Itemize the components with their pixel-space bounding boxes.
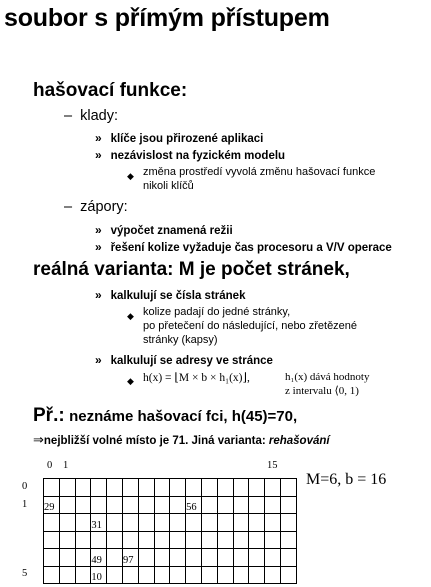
table-cell bbox=[122, 531, 138, 549]
table-cell bbox=[233, 549, 249, 567]
table-cell-value: 10 bbox=[91, 566, 107, 584]
table-cell bbox=[201, 514, 217, 532]
col-label-15: 15 bbox=[267, 460, 278, 471]
example-label: Př.: bbox=[33, 405, 65, 426]
table-cell bbox=[201, 549, 217, 567]
table-cell bbox=[233, 531, 249, 549]
pros-heading bbox=[64, 108, 118, 124]
dash-bullet: – bbox=[64, 108, 73, 124]
rehash-emphasis: rehašování bbox=[268, 435, 330, 447]
table-cell bbox=[75, 549, 91, 567]
table-cell-value: 31 bbox=[91, 514, 107, 532]
table-cell bbox=[233, 566, 249, 584]
table-cell-value: 29 bbox=[44, 496, 60, 514]
table-cell bbox=[122, 496, 138, 514]
table-cell bbox=[170, 496, 186, 514]
table-cell bbox=[59, 514, 75, 532]
table-cell bbox=[44, 531, 60, 549]
table-cell bbox=[170, 566, 186, 584]
diamond-bullet-icon: ◆ bbox=[127, 376, 134, 386]
cons-item-1: » výpočet znamená režii bbox=[95, 223, 233, 237]
table-cell bbox=[59, 549, 75, 567]
table-row bbox=[44, 479, 297, 497]
table-cell bbox=[59, 496, 75, 514]
table-cell-value: 97 bbox=[122, 549, 138, 567]
chevron-bullet-icon: » bbox=[95, 131, 102, 145]
real-item-1-sub bbox=[127, 306, 358, 346]
real-item-2: » kalkulují se adresy ve stránce bbox=[95, 353, 273, 367]
table-cell bbox=[170, 549, 186, 567]
table-cell bbox=[138, 531, 154, 549]
table-cell bbox=[59, 479, 75, 497]
table-cell bbox=[107, 531, 123, 549]
table-cell bbox=[138, 514, 154, 532]
pros-item-2: » nezávislost na fyzickém modelu bbox=[95, 148, 286, 162]
table-cell bbox=[233, 496, 249, 514]
table-cell bbox=[265, 479, 281, 497]
table-cell bbox=[138, 479, 154, 497]
table-row bbox=[44, 566, 297, 584]
table-cell bbox=[280, 496, 296, 514]
table-cell bbox=[75, 566, 91, 584]
table-cell bbox=[138, 549, 154, 567]
table-cell bbox=[201, 496, 217, 514]
pros-subitem bbox=[127, 166, 376, 192]
table-cell bbox=[44, 479, 60, 497]
table-cell bbox=[154, 479, 170, 497]
example-line bbox=[33, 405, 297, 427]
table-cell bbox=[186, 566, 202, 584]
table-cell bbox=[170, 531, 186, 549]
table-cell bbox=[170, 479, 186, 497]
diamond-bullet-icon: ◆ bbox=[127, 171, 134, 181]
table-row bbox=[44, 531, 297, 549]
dash-bullet: – bbox=[64, 199, 73, 215]
table-cell bbox=[91, 496, 107, 514]
table-cell bbox=[265, 566, 281, 584]
table-cell bbox=[249, 496, 265, 514]
diamond-bullet-icon: ◆ bbox=[127, 311, 134, 321]
table-cell bbox=[249, 531, 265, 549]
row-label-5: 5 bbox=[22, 568, 28, 579]
table-cell bbox=[186, 514, 202, 532]
table-cell bbox=[122, 479, 138, 497]
table-cell bbox=[249, 549, 265, 567]
table-cell bbox=[280, 549, 296, 567]
chevron-bullet-icon: » bbox=[95, 353, 102, 367]
table-cell bbox=[107, 496, 123, 514]
table-cell bbox=[249, 514, 265, 532]
formula-note: h₁(x) dává hodnoty z intervalu ⟨0, 1) bbox=[285, 371, 370, 397]
table-cell bbox=[217, 479, 233, 497]
pros-subitem-text: změna prostředí vyvolá změnu hašovací funkce nikoli klíčů bbox=[143, 166, 376, 192]
table-cell bbox=[186, 531, 202, 549]
table-cell bbox=[249, 566, 265, 584]
table-cell bbox=[201, 566, 217, 584]
table-cell bbox=[217, 549, 233, 567]
chevron-bullet-icon: » bbox=[95, 148, 102, 162]
table-cell bbox=[75, 514, 91, 532]
table-cell-value: 49 bbox=[91, 549, 107, 567]
table-cell bbox=[75, 479, 91, 497]
example-conclusion: ⇒nejbližší volné místo je 71. Jiná varianta: rehašování bbox=[33, 432, 330, 447]
table-cell bbox=[59, 566, 75, 584]
real-item-1: » kalkulují se čísla stránek bbox=[95, 288, 246, 302]
table-cell bbox=[233, 479, 249, 497]
table-cell bbox=[154, 496, 170, 514]
hash-formula: h(x) = ⌊M × b × h₁(x)⌋, bbox=[143, 372, 250, 384]
cons-item-2: » řešení kolize vyžaduje čas procesoru a V/V operace bbox=[95, 240, 392, 254]
example-text: neznáme hašovací fci, h(45)=70, bbox=[69, 408, 298, 425]
table-cell bbox=[44, 514, 60, 532]
table-cell bbox=[107, 514, 123, 532]
table-cell bbox=[75, 496, 91, 514]
implies-arrow-icon: ⇒ bbox=[33, 432, 44, 447]
pros-label: klady: bbox=[80, 108, 119, 124]
hash-function-heading: hašovací funkce: bbox=[33, 80, 188, 101]
table-cell bbox=[280, 479, 296, 497]
table-cell bbox=[107, 566, 123, 584]
table-cell bbox=[280, 514, 296, 532]
table-cell bbox=[154, 514, 170, 532]
table-cell bbox=[201, 479, 217, 497]
table-cell-value: 56 bbox=[186, 496, 202, 514]
chevron-bullet-icon: » bbox=[95, 240, 102, 254]
table-params: M=6, b = 16 bbox=[306, 471, 387, 488]
cons-label: zápory: bbox=[80, 199, 128, 215]
table-cell bbox=[217, 496, 233, 514]
table-cell bbox=[154, 549, 170, 567]
table-cell bbox=[217, 531, 233, 549]
col-label-0: 0 bbox=[47, 460, 53, 471]
table-cell bbox=[186, 479, 202, 497]
table-cell bbox=[154, 531, 170, 549]
table-row bbox=[44, 514, 297, 532]
table-cell bbox=[233, 514, 249, 532]
table-cell bbox=[107, 479, 123, 497]
table-cell bbox=[107, 549, 123, 567]
pros-item-1: » klíče jsou přirozené aplikaci bbox=[95, 131, 264, 145]
table-cell bbox=[138, 566, 154, 584]
slide-title: soubor s přímým přístupem bbox=[4, 4, 330, 32]
table-cell bbox=[265, 549, 281, 567]
row-label-1: 1 bbox=[22, 499, 28, 510]
table-cell bbox=[249, 479, 265, 497]
table-cell bbox=[280, 566, 296, 584]
table-cell bbox=[280, 531, 296, 549]
table-row bbox=[44, 496, 297, 514]
hash-table-grid bbox=[43, 478, 297, 584]
formula-row bbox=[127, 371, 370, 397]
table-cell bbox=[186, 549, 202, 567]
table-cell bbox=[217, 514, 233, 532]
table-cell bbox=[217, 566, 233, 584]
row-label-0: 0 bbox=[22, 481, 28, 492]
table-cell bbox=[44, 566, 60, 584]
cons-heading bbox=[64, 199, 128, 215]
col-label-1: 1 bbox=[63, 460, 69, 471]
table-cell bbox=[138, 496, 154, 514]
table-cell bbox=[91, 531, 107, 549]
table-cell bbox=[122, 514, 138, 532]
table-cell bbox=[265, 514, 281, 532]
table-cell bbox=[75, 531, 91, 549]
table-cell bbox=[170, 514, 186, 532]
real-variant-heading: reálná varianta: M je počet stránek, bbox=[33, 259, 350, 280]
real-item-1-sub-text: kolize padají do jedné stránky, po přetečení do následující, nebo zřetězené stránky (kapsy) bbox=[143, 306, 358, 346]
chevron-bullet-icon: » bbox=[95, 288, 102, 302]
table-cell bbox=[265, 496, 281, 514]
table-cell bbox=[44, 549, 60, 567]
table-cell bbox=[154, 566, 170, 584]
chevron-bullet-icon: » bbox=[95, 223, 102, 237]
table-cell bbox=[265, 531, 281, 549]
table-cell bbox=[91, 479, 107, 497]
table-cell bbox=[59, 531, 75, 549]
table-cell bbox=[122, 566, 138, 584]
table-cell bbox=[201, 531, 217, 549]
table-row bbox=[44, 549, 297, 567]
